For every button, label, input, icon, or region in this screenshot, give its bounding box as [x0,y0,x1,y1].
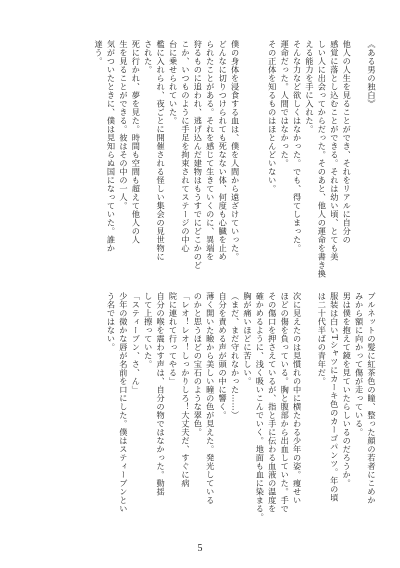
text-line: 男は僕を抱えて鏡を見ていたらしいるのだろうか。 [342,292,353,488]
text-line: しい人に出会ってからだった。そのあと、他人の運命を書き換 [317,40,328,278]
text-line: う名ではない。 [106,292,117,352]
text-line: こか、いつものように手足を拘束されてステージの中心 [180,40,191,253]
text-line: （まだ、まだ守れなかった……） [230,292,241,420]
text-line: ブルネットの髪に紅茶色の瞳、整った顔の若者にこめか [367,292,377,505]
text-line: 少年の微かな唇が名前を口にした。僕はスティーブンとい [118,292,129,513]
text-line: 確かめるように、浅く吸いこんでいく。地面も血に染まる。 [255,292,266,522]
upper-text-block [93,40,378,278]
page-number: 5 [197,543,203,554]
text-line: 運命だった。人間ではなかった。 [280,40,291,168]
text-line: 檻に入れられ、夜ごとに開催される怪しい集会の見世物に [156,40,167,261]
lower-text-block [105,292,378,538]
text-line: 死に行かれ、夢を見た。時間も空間も超えて他人の人 [131,40,142,244]
text-line: 《ある男の独白》 [367,40,377,108]
text-line: える能力を手に入れた。 [304,40,315,134]
text-line: 薄く開いた瞼から美しい瞳の色が見えた。発光している [205,292,216,505]
text-line: ほどの傷を負っている。胸と腹部から出血していた。手で [280,292,291,513]
text-line: のかと思うほどの宝石のような翠色。 [193,292,204,437]
text-line: その正体を知るものはほとんどいない。 [267,40,278,193]
text-line: られたことがある。それを感じて生きていくのに、異端を [205,40,216,261]
text-line: 生を見ることができる。彼はその中の一人。 [118,40,129,210]
text-line: 達う。 [94,40,105,66]
text-line: 服装は白いTシャツにカーキ色のカーゴパンツ。年の頃 [329,292,340,502]
text-line: 自分の喉を震わす声は、自分の物ではなかった。動揺 [156,292,167,496]
text-line: どんなに切りつけられても死なない体、何度も心臓を止め [218,40,229,261]
text-line: された。 [143,40,154,74]
text-line: して上擦っていた。 [143,292,154,369]
text-line: そんな力など欲しくはなかった。でも、得てしまった。 [292,40,303,253]
text-line: 感覚に落とし込むことができる。それは幼い頃、とても美 [329,40,340,261]
text-line: 気がついたときに、僕は見知らぬ国になっていた。誰か [106,40,117,253]
text-line: 他人の人生を見ることができ、それをリアルに自分の [342,40,353,244]
text-line: 台に乗せられていた。 [168,40,179,125]
text-line: 院に連れて行ってやる」 [168,292,179,386]
text-line: 自分を責める声が頭の中に響く。 [218,292,229,420]
text-line: 僕の身体を浸食する血は、僕を人間から遠ざけていった。 [230,40,241,261]
text-line: その傷口を押さえているが、指と手に伝わる血液の温度を [267,292,278,513]
text-line: 狩るものに追われ、逃げ込んだ建物はもうすでにどこかのど [193,40,204,270]
text-line: 次に見えたのは見慣れの中に横たわる少年の姿。痩せい [292,292,303,505]
text-line: は二十代半ばの青年だ。 [317,292,328,386]
text-line: 胸が痛いほどに苦しい。 [242,292,253,386]
text-line: みから額に向かって傷が走っている。 [354,292,365,437]
text-line: 「スティーブン、さ、ん」 [131,292,142,394]
text-line: 「レオ！レオ！しっかりしろ！大丈夫だ、すぐに病 [180,292,191,488]
